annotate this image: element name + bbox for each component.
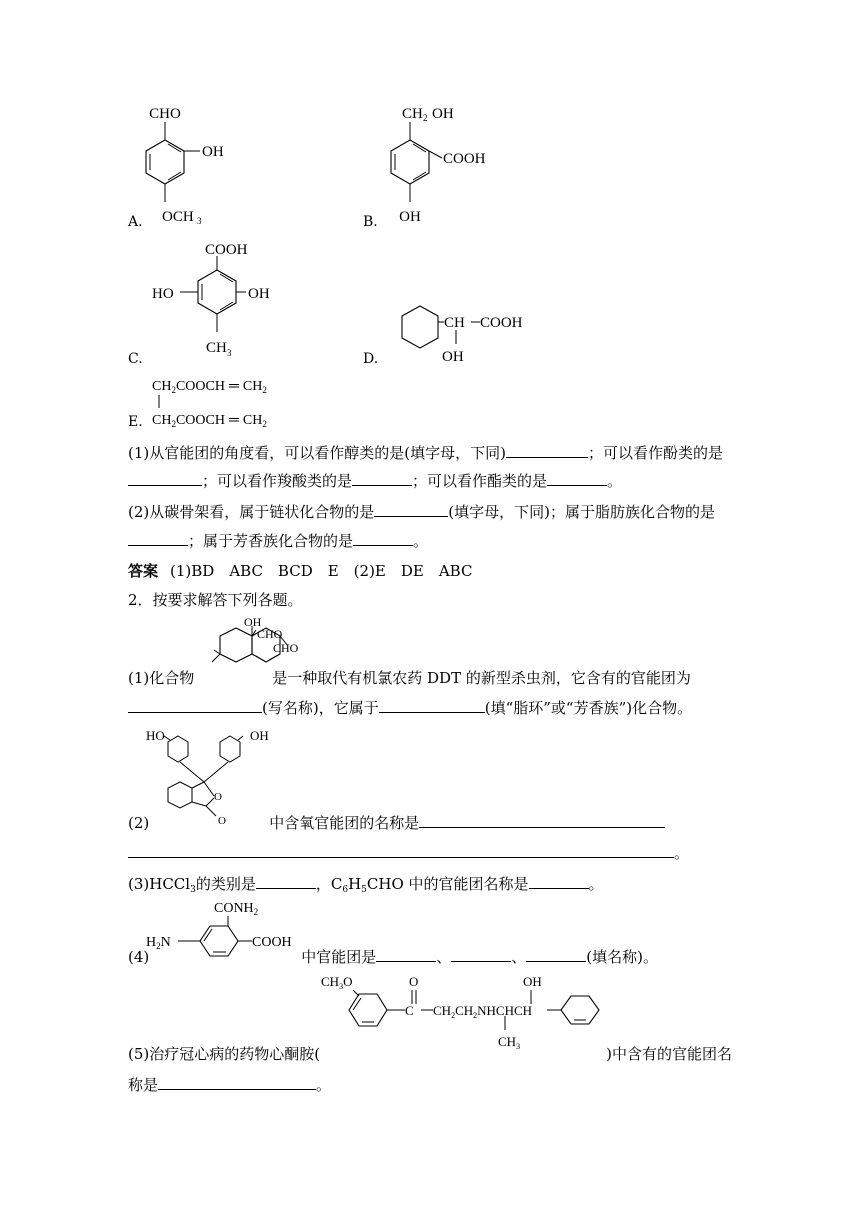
q1-answer [128, 561, 472, 581]
group-ho: HO [152, 286, 174, 302]
group-ch3o: $CH_3O$ [321, 974, 353, 991]
answer-blank[interactable] [376, 946, 436, 962]
group-ch3: $CH_3$ [498, 1034, 521, 1051]
q2-1-line1: (1)化合物 是一种取代有机氯农药 DDT 的新型杀虫剂，它含有的官能团为 [128, 669, 691, 687]
answer-blank[interactable] [526, 946, 586, 962]
answer-blank[interactable] [419, 812, 665, 828]
structure-c [150, 238, 290, 368]
answer-text: (1)BD ABC BCD E (2)E DE ABC [170, 562, 473, 580]
group-cooh: COOH [205, 242, 248, 258]
group-oh: OH [442, 349, 464, 365]
answer-blank[interactable] [158, 1074, 316, 1090]
subscript: 3 [227, 348, 232, 358]
q2-1-line2: (写名称)，它属于 (填“脂环”或“芳香族”)化合物。 [128, 697, 692, 718]
answer-blank[interactable] [374, 501, 448, 517]
subscript: 2 [423, 113, 428, 123]
answer-blank[interactable] [128, 842, 674, 858]
group-oh: OH [202, 144, 224, 160]
answer-blank[interactable] [128, 697, 262, 713]
answer-blank[interactable] [128, 470, 202, 486]
q1-part2-line2: ；属于芳香族化合物的是 。 [128, 530, 428, 551]
ring-oxygen: O [214, 791, 222, 803]
option-c-label: C. [128, 351, 143, 367]
chain: $CH_2CH_2NHCHCH$ [433, 1003, 533, 1020]
answer-blank[interactable] [529, 873, 589, 889]
q2-2-line1: (2) 中含氧官能团的名称是 [128, 812, 665, 833]
option-d-label: D. [363, 351, 379, 367]
q1-part2-line1: (2)从碳骨架看，属于链状化合物的是 (填字母，下同)；属于脂肪族化合物的是 [128, 503, 715, 521]
group-oh-bottom: OH [399, 209, 421, 225]
group-ch2: CH [402, 106, 423, 122]
svg-text:CH2COOCH═CH2: $CH_2COOCH$ ═ $CH_2$ [152, 413, 267, 429]
group-cho: CHO [273, 641, 299, 655]
structure-a [130, 100, 240, 230]
option-a-label: A. [128, 214, 143, 230]
group-oh: OH [523, 974, 542, 989]
q2-title: 2．按要求解答下列各题。 [128, 591, 303, 609]
answer-blank[interactable] [379, 697, 485, 713]
group-cooh: COOH [252, 935, 292, 950]
group-ch: CH [444, 315, 465, 331]
group-ho: HO [146, 728, 165, 743]
group-conh2: $CONH_2$ [214, 901, 259, 917]
group-cho: CHO [257, 627, 283, 641]
subscript: 3 [197, 216, 202, 226]
q2-4-line: (4) 中官能团是 、 、 (填名称)。 [128, 948, 659, 966]
group-oh: OH [244, 615, 262, 629]
group-oh: OH [248, 286, 270, 302]
q1-part1-line2: ；可以看作羧酸类的是 ；可以看作酯类的是 。 [128, 470, 622, 491]
answer-blank[interactable] [256, 873, 316, 889]
carbonyl-oxygen: O [218, 815, 226, 827]
q2-3-line: (3)HCCl$_3$的类别是 ，$C_6H_5CHO$ 中的官能团名称是 。 [128, 875, 604, 895]
answer-blank[interactable] [128, 530, 188, 546]
structure-e [150, 374, 330, 430]
option-e-label: E. [128, 414, 143, 430]
group-och3: OCH [162, 209, 194, 225]
answer-blank[interactable] [451, 946, 511, 962]
svg-text:C: C [405, 1003, 414, 1018]
answer-label: 答案 [128, 562, 159, 580]
group-oh: OH [432, 106, 454, 122]
group-ch3: CH [206, 340, 227, 356]
structure-d [380, 300, 550, 370]
structure-b [370, 100, 510, 230]
option-b-label: B. [363, 214, 378, 230]
group-oh: OH [250, 728, 269, 743]
group-cooh: COOH [480, 315, 523, 331]
structure-q2-2 [140, 726, 280, 826]
answer-blank[interactable] [547, 470, 607, 486]
q2-5-line1: (5)治疗冠心病的药物心酮胺( )中含有的官能团名 [128, 1045, 732, 1063]
answer-blank[interactable] [506, 442, 588, 458]
answer-blank[interactable] [353, 530, 413, 546]
q1-part1-line1: (1)从官能团的角度看，可以看作醇类的是(填字母，下同) ；可以看作酚类的是 [128, 444, 723, 462]
q2-2-line2: 。 [128, 842, 689, 863]
q2-5-line2: 称是 。 [128, 1076, 332, 1094]
group-cooh: COOH [443, 151, 486, 167]
carbonyl-oxygen: O [409, 974, 419, 989]
svg-text:CH2COOCH═CH2: $CH_2COOCH$ ═ $CH_2$ [152, 379, 267, 395]
group-h2n: $H_2N$ [146, 935, 171, 951]
group-cho: CHO [149, 106, 181, 122]
answer-blank[interactable] [352, 470, 412, 486]
